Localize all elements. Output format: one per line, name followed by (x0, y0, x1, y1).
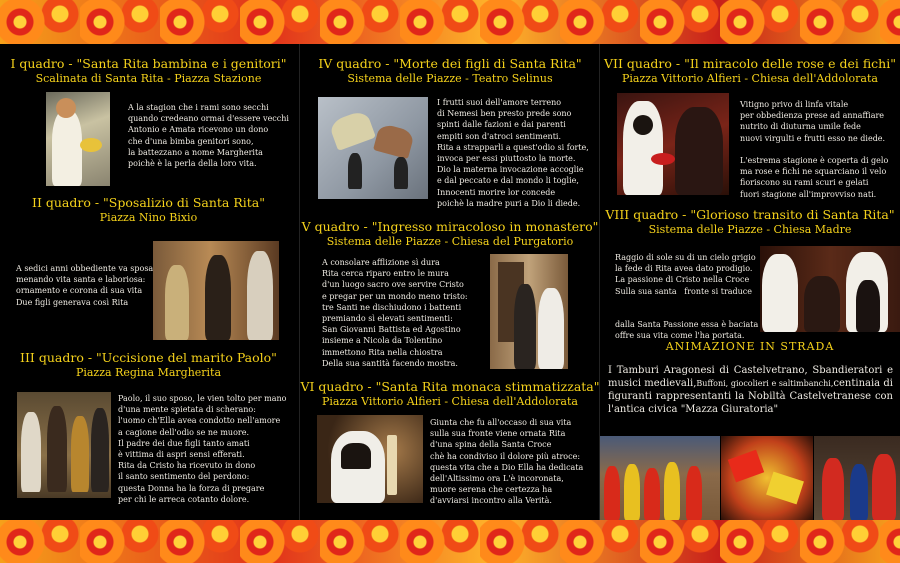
animation-text-a: I Tamburi Aragonesi di Castelvetrano, Sbandieratori e musici medievali, (608, 365, 893, 389)
photo-roses-figs (617, 93, 729, 195)
brochure-column-1 (0, 44, 297, 520)
photo-glorious-transit (760, 246, 900, 332)
panel-text-q5: A consolare afflizione sì dura Rita cerca riparo entro le mura d'un luogo sacro ove servire Cristo e pregar per un mondo meno tristo: tre Santi ne dischiudono i battenti premiando sì elevati sentimenti: San Giovanni Battista ed Agostino insieme a Nicola da Tolentino immettono Rita nella chiostra Della sua santità facendo mostra. (322, 258, 468, 368)
animation-description (608, 364, 893, 416)
photo-nobility-parade (814, 436, 900, 520)
panel-location-q1: Scalinata di Santa Rita - Piazza Stazione (35, 72, 262, 85)
panel-text-q4: I frutti suoi dell'amore terreno di Nemesi ben presto prede sono spinti dalle fazioni e dai parenti empiti son d'atroci sentimenti. Rita a strapparli a quest'odio si forte, invoca per essi piuttosto la morte. Dio la materna invocazione accoglie e dal peccato e dal mondo li toglie, Innocenti morire lor concede poichè la madre puri a Dio li diede. (437, 98, 589, 208)
panel-location-q6: Piazza Vittorio Alfieri - Chiesa dell'Addolorata (322, 395, 578, 408)
panel-title-q2: II quadro - "Sposalizio di Santa Rita" (32, 195, 265, 210)
animation-title: ANIMAZIONE IN STRADA (665, 340, 835, 353)
photo-wedding (153, 241, 279, 340)
animation-text-b: Buffoni, giocolieri e saltimbanchi, (696, 379, 834, 388)
panel-location-q7: Piazza Vittorio Alfieri - Chiesa dell'Addolorata (622, 72, 878, 85)
photo-stigmata (317, 415, 423, 503)
brochure-column-3 (600, 44, 900, 520)
panel-text-q6: Giunta che fu all'occaso di sua vita sulla sua fronte viene ornata Rita d'una spina della Santa Croce chè ha condiviso il dolore più atroce: questa vita che a Dio Ella ha dedicata dell'Altissimo ora L'è incoronata, muore serena che certezza ha d'avviarsi incontro alla Verità. (430, 418, 584, 506)
panel-title-q8: VIII quadro - "Glorioso transito di Santa Rita" (605, 207, 895, 222)
panel-location-q4: Sistema delle Piazze - Teatro Selinus (347, 72, 553, 85)
panel-title-q3: III quadro - "Uccisione del marito Paolo" (20, 350, 277, 365)
brochure-column-2 (300, 44, 600, 520)
panel-title-q5: V quadro - "Ingresso miracoloso in monastero" (301, 219, 599, 234)
animation-text-c: centinaia di figuranti rappresentanti la Nobiltà Castelvetranese con l'antica civica "Mazza Giuratoria" (608, 378, 893, 415)
rose-border-bottom (0, 520, 900, 563)
photo-flag-wavers (721, 436, 813, 520)
panel-title-q7: VII quadro - "Il miracolo delle rose e dei fichi" (604, 56, 896, 71)
panel-text-q8: Raggio di sole su di un cielo grigio la fede di Rita avea dato prodigio. La passione di Cristo nella Croce Sulla sua santa fronte si traduce dalla Santa Passione essa è baciata offre sua vita come l'ha portata. (615, 253, 759, 341)
photo-monastery-entry (490, 254, 568, 369)
panel-location-q8: Sistema delle Piazze - Chiesa Madre (648, 223, 852, 236)
panel-location-q2: Piazza Nino Bixio (99, 211, 198, 224)
photo-dead-children (318, 97, 428, 199)
panel-text-q1: A la stagion che i rami sono secchi quando credeano ormai d'essere vecchi Antonio e Amata ricevono un dono che d'una bimba genitori sono, la battezzano a nome Margherita poichè è la perla della loro vita. (128, 103, 289, 169)
photo-murder-scene (17, 392, 111, 498)
photo-child-rita (46, 92, 110, 186)
panel-text-q2: A sedici anni obbediente va sposa menando vita santa e laboriosa: ornamento e corona di sua vita Due figli generava così Rita (16, 264, 154, 307)
rose-border-top (0, 0, 900, 44)
panel-title-q4: IV quadro - "Morte dei figli di Santa Rita" (318, 56, 582, 71)
photo-drummers (600, 436, 720, 520)
panel-location-q5: Sistema delle Piazze - Chiesa del Purgatorio (326, 235, 574, 248)
panel-location-q3: Piazza Regina Margherita (75, 366, 222, 379)
panel-title-q6: VI quadro - "Santa Rita monaca stimmatizzata" (300, 379, 600, 394)
panel-text-q3: Paolo, il suo sposo, le vien tolto per mano d'una mente spietata di scherano: l'uomo ch'Ella avea condotto nell'amore a cagione dell'odio se ne muore. Il padre dei due figli tanto amati è vittima di aspri sensi efferati. Rita da Cristo ha ricevuto in dono il santo sentimento del perdono: questa Donna ha la forza di pregare per chi le arreca cotanto dolore. (118, 394, 287, 504)
panel-text-q7: Vitigno privo di linfa vitale per obbedienza prese ad annaffiare nutrito di diuturna umile fede nuovi virgulti e frutti esso ne diede. L'estrema stagione è coperta di gelo ma rose e fichi ne squarciano il velo fioriscono su rami scuri e gelati fuori stagione all'improvviso nati. (740, 100, 889, 199)
panel-title-q1: I quadro - "Santa Rita bambina e i genitori" (10, 56, 287, 71)
